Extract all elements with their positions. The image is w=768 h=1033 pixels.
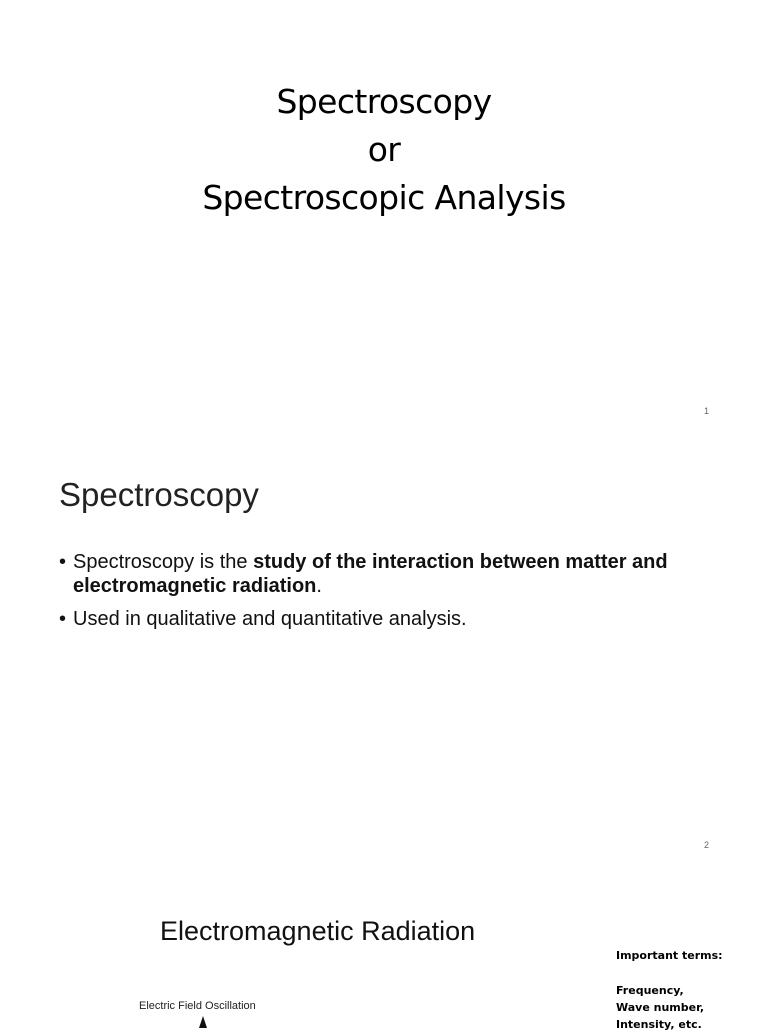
- title-line-3: Spectroscopic Analysis: [202, 178, 566, 217]
- title-line-1: Spectroscopy: [276, 82, 492, 121]
- important-terms-box: [616, 947, 766, 1033]
- bullet-text: Used in qualitative and quantitative analysis.: [73, 608, 467, 630]
- term-item: Intensity, etc.: [616, 1018, 702, 1031]
- bullet-text-bold: study of the interaction between matter and electromagnetic radiation: [73, 551, 668, 597]
- bullet-text-plain: Spectroscopy is the: [73, 551, 254, 573]
- page-number: 2: [703, 840, 709, 850]
- slide-1: [0, 0, 768, 432]
- important-terms-heading: Important terms:: [616, 949, 723, 962]
- slide-title: [0, 78, 768, 222]
- bullet-item-usage: [59, 607, 719, 631]
- bullet-marker: •: [59, 551, 67, 573]
- arrow-up-icon: [196, 1016, 210, 1028]
- diagram-label: Electric Field Oscillation: [139, 1000, 256, 1012]
- bullet-marker: •: [59, 608, 67, 630]
- bullet-item-definition: [59, 550, 719, 598]
- slide-2: [0, 432, 768, 864]
- slide-heading: Electromagnetic Radiation: [160, 916, 476, 946]
- term-item: Wave number,: [616, 1001, 705, 1014]
- page-number: 1: [703, 406, 709, 416]
- slide-3: [0, 864, 768, 1031]
- title-line-2: or: [367, 130, 401, 169]
- bullet-text-period: .: [316, 575, 322, 597]
- term-item: Frequency,: [616, 984, 684, 997]
- slide-heading: Spectroscopy: [59, 476, 259, 513]
- bullet-list: [59, 550, 719, 640]
